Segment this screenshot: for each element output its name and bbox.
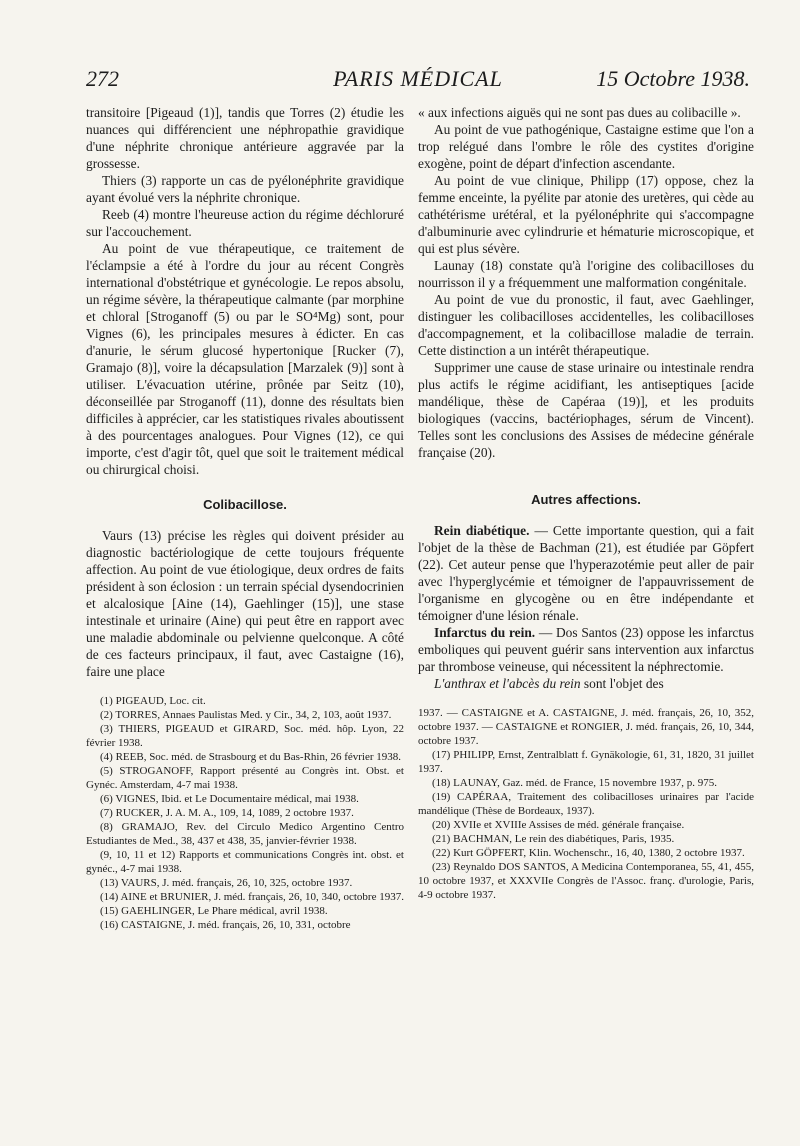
page-header: [86, 66, 750, 100]
footnotes: [86, 694, 404, 932]
footnote: (20) XVIIe et XVIIIe Assises de méd. générale française.: [432, 819, 685, 831]
footnote: 1937. — CASTAIGNE et A. CASTAIGNE, J. méd. français, 26, 10, 352, octobre 1937. — CASTAIGNE et RONGIER, J. méd. français, 26, 10, 344, octobre 1937.: [418, 707, 754, 747]
run-in-title: Rein diabétique.: [434, 523, 530, 538]
footnote: (17) PHILIPP, Ernst, Zentralblatt f. Gynäkologie, 61, 31, 1820, 31 juillet 1937.: [418, 749, 754, 775]
footnote: (1) PIGEAUD, Loc. cit.: [100, 695, 206, 707]
footnote: (4) REEB, Soc. méd. de Strasbourg et du Bas-Rhin, 26 février 1938.: [100, 751, 402, 763]
paragraph: Thiers (3) rapporte un cas de pyélonéphrite gravidique ayant évolué vers la néphrite chronique.: [86, 173, 404, 205]
italic-topic: L'anthrax et l'abcès du rein: [434, 676, 581, 691]
paragraph: « aux infections aiguës qui ne sont pas dues au colibacille ».: [418, 105, 741, 120]
paragraph-text: — Dos Santos (23) oppose les infarctus emboliques qui peuvent guérir sans intervention aux infarctus par thrombose veineuse, qui nécessitent la néphrectomie.: [418, 625, 754, 674]
paragraph: Au point de vue pathogénique, Castaigne estime que l'on a trop relégué dans l'ombre le rôle des cystites d'origine exogène, point de départ d'infection ascendante.: [418, 122, 754, 171]
footnote: (3) THIERS, PIGEAUD et GIRARD, Soc. méd. hôp. Lyon, 22 février 1938.: [86, 723, 404, 749]
footnote: (8) GRAMAJO, Rev. del Circulo Medico Argentino Centro Estudiantes de Med., 38, 437 et 438, 35, janvier-février 1938.: [86, 821, 404, 847]
journal-title: PARIS MÉDICAL: [333, 66, 503, 91]
footnote: (19) CAPÉRAA, Traitement des colibacilloses urinaires par l'acide mandélique (Thèse de Bordeaux, 1937).: [418, 791, 754, 817]
run-in-title: Infarctus du rein.: [434, 625, 536, 640]
footnote: (18) LAUNAY, Gaz. méd. de France, 15 novembre 1937, p. 975.: [432, 777, 718, 789]
paragraph: Au point de vue thérapeutique, ce traitement de l'éclampsie a été à l'ordre du jour au récent Congrès international d'obstétrique et gynécologie. Le repos absolu, un régime sévère, la thérapeutique calmante (par morphine et chloral [Stroganoff (5) ou par le SO⁴Mg) sont, pour Vignes (6), les principales mesures à édicter. En cas d'anurie, le sérum glucosé hypertonique [Rucker (7), Gramajo (8)], voire la décapsulation [Marzalek (9)] sont à utiliser. L'évacuation utérine, prônée par Seitz (10), déconseillée par Stroganoff (11), donne des résultats bien difficiles à apprécier, car les statistiques rivales aboutissent à des pourcentages analogues. Pour Vignes (12), ce qui importe, c'est d'agir tôt, quel que soit le traitement médical ou chirurgical choisi.: [86, 241, 404, 477]
paragraph: Au point de vue du pronostic, il faut, avec Gaehlinger, distinguer les colibacilloses accidentelles, les colibacilloses d'accompagnement, et la colibacillose maladie de terrain. Cette distinction a un intérêt thérapeutique.: [418, 292, 754, 358]
paragraph: Reeb (4) montre l'heureuse action du régime déchloruré sur l'accouchement.: [86, 207, 404, 239]
paragraph: transitoire [Pigeaud (1)], tandis que Torres (2) étudie les nuances qui différencient une néphropathie gravidique d'une néphrite chronique antérieure aggravée par la grossesse.: [86, 105, 404, 171]
paragraph: Launay (18) constate qu'à l'origine des colibacilloses du nourrisson il y a fréquemment une malformation congénitale.: [418, 258, 754, 290]
paragraph: Supprimer une cause de stase urinaire ou intestinale rendra plus actifs le régime acidifiant, les antiseptiques [acide mandélique, thèse de Capéraa (19)], et les produits biologiques (vaccins, bactériophages, sérum de Vincent). Telles sont les conclusions des Assises de médecine générale française (20).: [418, 360, 754, 460]
section-heading: Colibacillose.: [203, 497, 287, 512]
left-column: [86, 104, 404, 932]
paragraph-text: sont l'objet des: [580, 676, 664, 691]
paragraph-infarctus: [418, 624, 754, 675]
paragraph: Au point de vue clinique, Philipp (17) oppose, chez la femme enceinte, la pyélite par atonie des uretères, qui cède au cathétérisme urétéral, et la pyélonéphrite qui s'accompagne d'albuminurie avec cylindrurie et hématurie microscopique, et qui est plus sévère.: [418, 173, 754, 256]
footnote: (15) GAEHLINGER, Le Phare médical, avril 1938.: [100, 905, 328, 917]
paragraph: Vaurs (13) précise les règles qui doivent présider au diagnostic bactériologique de cette toujours fréquente affection. Au point de vue étiologique, deux ordres de faits président à son éclosion : un terrain spécial dysendocrinien et alcalosique [Aine (14), Gaehlinger (15)], une stase intestinale et urinaire (Aine) qui peut être en rapport avec une maladie abdominale ou pelvienne quelconque. A côté de ces facteurs principaux, il faut, avec Castaigne (16), faire une place: [86, 528, 404, 679]
footnote: (21) BACHMAN, Le rein des diabétiques, Paris, 1935.: [432, 833, 675, 845]
paragraph-anthrax: [418, 675, 754, 692]
issue-date: 15 Octobre 1938.: [596, 66, 750, 91]
footnote: (23) Reynaldo DOS SANTOS, A Medicina Contemporanea, 55, 41, 455, 10 octobre 1937, et XXXVIIe Congrès de l'Assoc. franç. d'urologie, Paris, 4-9 octobre 1937.: [418, 861, 754, 901]
right-column: [418, 104, 754, 902]
page-number: 272: [86, 66, 119, 91]
section-heading: Autres affections.: [531, 492, 641, 507]
footnote: (9, 10, 11 et 12) Rapports et communications Congrès int. obst. et gynéc., 4-7 mai 1938.: [86, 849, 404, 875]
footnotes: [418, 706, 754, 902]
footnote: (16) CASTAIGNE, J. méd. français, 26, 10, 331, octobre: [100, 919, 351, 931]
footnote: (5) STROGANOFF, Rapport présenté au Congrès int. Obst. et Gynéc. Amsterdam, 4-7 mai 1938.: [86, 765, 404, 791]
footnote: (13) VAURS, J. méd. français, 26, 10, 325, octobre 1937.: [100, 877, 353, 889]
footnote: (7) RUCKER, J. A. M. A., 109, 14, 1089, 2 octobre 1937.: [100, 807, 354, 819]
footnote: (6) VIGNES, Ibid. et Le Documentaire médical, mai 1938.: [100, 793, 359, 805]
footnote: (14) AINE et BRUNIER, J. méd. français, 26, 10, 340, octobre 1937.: [100, 891, 404, 903]
paragraph-rein-diabetique: [418, 522, 754, 624]
paragraph-text: — Cette importante question, qui a fait l'objet de la thèse de Bachman (21), est étudiée par Göpfert (22). Cet auteur pense que l'hyperazotémie peut aller de pair avec l'hyperglycémie et témoigner de l'appauvrissement de l'organisme en glycogène ou en être indépendante et témoigner d'une lésion rénale.: [418, 523, 755, 623]
footnote: (22) Kurt GÖPFERT, Klin. Wochenschr., 16, 40, 1380, 2 octobre 1937.: [432, 847, 745, 859]
footnote: (2) TORRES, Annaes Paulistas Med. y Cir., 34, 2, 103, août 1937.: [100, 709, 392, 721]
